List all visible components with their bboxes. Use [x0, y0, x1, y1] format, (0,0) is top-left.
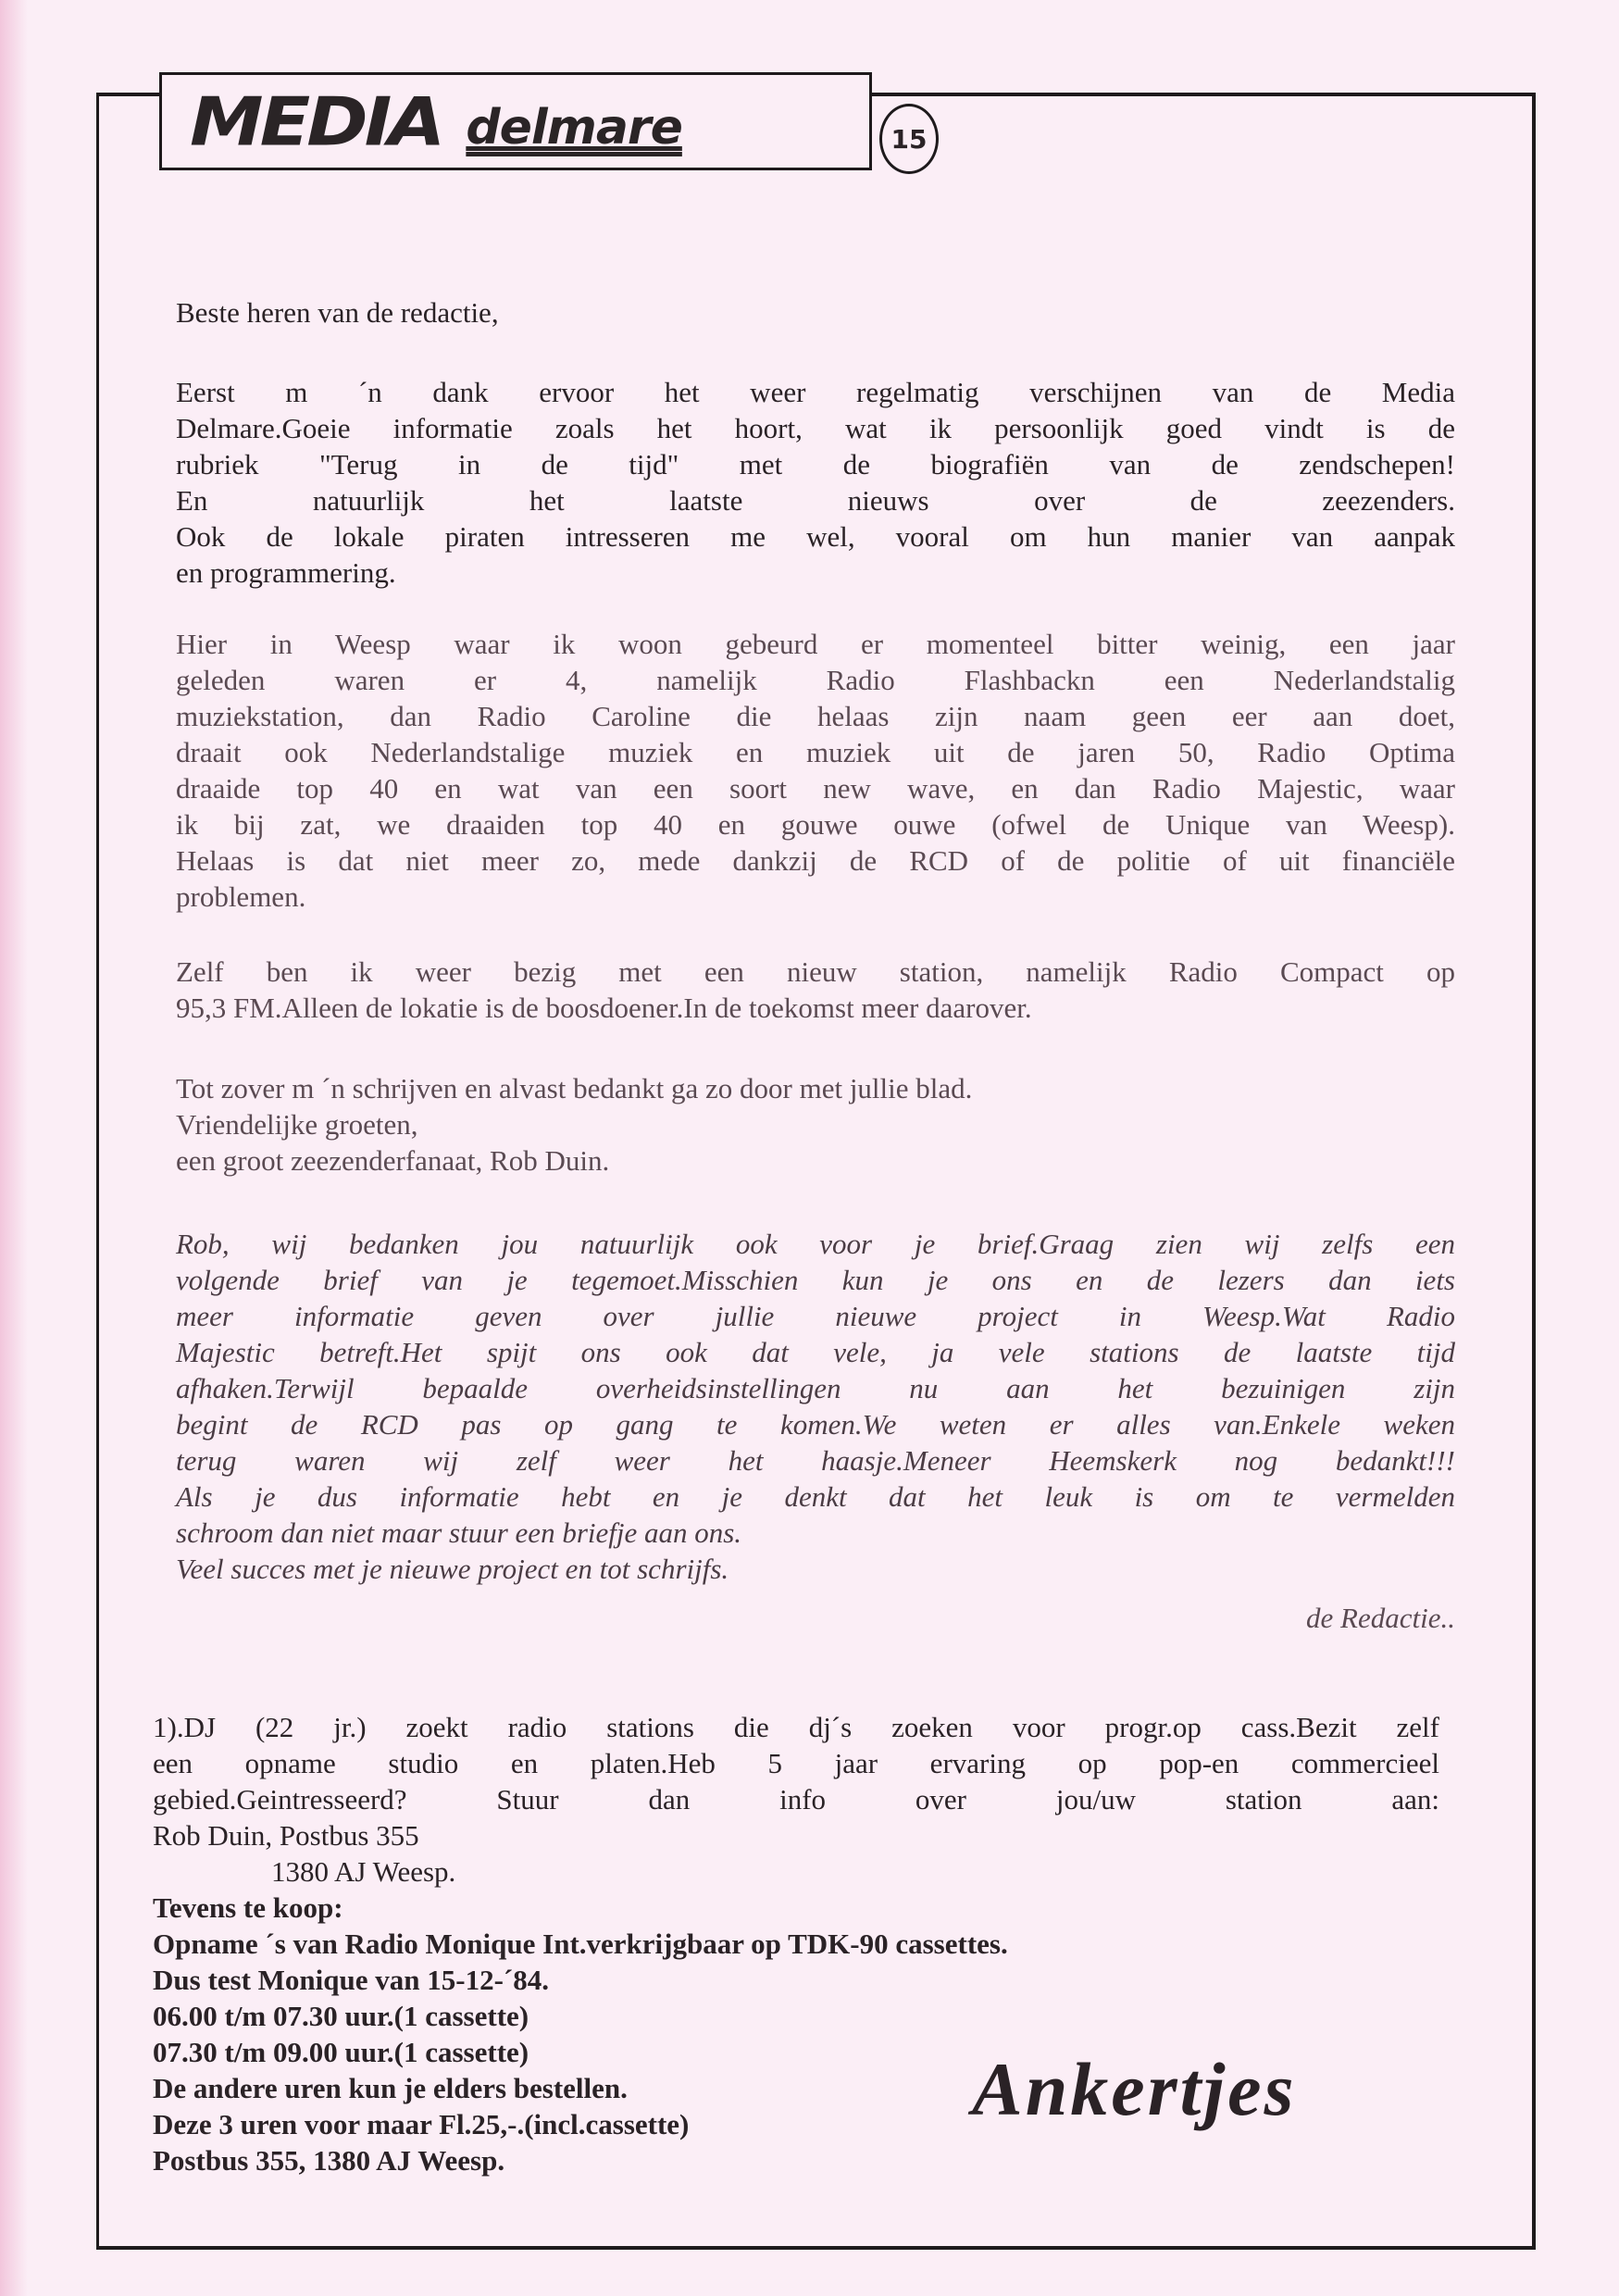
text-line: Rob, wij bedanken jou natuurlijk ook voor je brief.Graag zien wij zelfs een [176, 1228, 1455, 1260]
letter-paragraph [176, 954, 1455, 1026]
text-line: problemen. [176, 880, 306, 913]
text-line: Tot zover m ´n schrijven en alvast bedankt ga zo door met jullie blad. [176, 1072, 973, 1104]
text-line: Eerst m ´n dank ervoor het weer regelmatig verschijnen van de Media [176, 376, 1455, 408]
text-line: Als je dus informatie hebt en je denkt dat het leuk is om te vermelden [176, 1480, 1455, 1513]
logo-delmare: delmare [466, 100, 682, 156]
reply-signoff: de Redactie.. [1306, 1602, 1455, 1634]
text-line: Vriendelijke groeten, [176, 1108, 418, 1141]
text-line: afhaken.Terwijl bepaalde overheidsinstellingen nu aan het bezuinigen zijn [176, 1372, 1455, 1404]
text-line: Hier in Weesp waar ik woon gebeurd er momenteel bitter weinig, een jaar [176, 628, 1455, 660]
text-line: en programmering. [176, 556, 396, 589]
ad-line: 1380 AJ Weesp. [271, 1855, 456, 1888]
text-line: Delmare.Goeie informatie zoals het hoort, wat ik persoonlijk goed vindt is de [176, 412, 1455, 444]
text-line: terug waren wij zelf weer het haasje.Meneer Heemskerk nog bedankt!!! [176, 1444, 1455, 1477]
page-edge [0, 0, 28, 2296]
ad-line: De andere uren kun je elders bestellen. [153, 2072, 628, 2104]
text-line: rubriek "Terug in de tijd" met de biografiën van de zendschepen! [176, 448, 1455, 480]
ad-line: Deze 3 uren voor maar Fl.25,-.(incl.cassette) [153, 2108, 690, 2140]
text-line: Beste heren van de redactie, [176, 296, 499, 329]
text-line: draait ook Nederlandstalige muziek en muziek uit de jaren 50, Radio Optima [176, 736, 1455, 768]
text-line: Majestic betreft.Het spijt ons ook dat vele, ja vele stations de laatste tijd [176, 1336, 1455, 1368]
text-line: Veel succes met je nieuwe project en tot schrijfs. [176, 1553, 729, 1585]
text-line: begint de RCD pas op gang te komen.We weten er alles van.Enkele weken [176, 1408, 1455, 1441]
text-line: geleden waren er 4, namelijk Radio Flashbackn een Nederlandstalig [176, 664, 1455, 696]
ad-line: 06.00 t/m 07.30 uur.(1 cassette) [153, 2000, 529, 2032]
text-line: ik bij zat, we draaiden top 40 en gouwe ouwe (ofwel de Unique van Weesp). [176, 808, 1455, 841]
ad-line: Rob Duin, Postbus 355 [153, 1819, 419, 1852]
logo-media: MEDIA [190, 82, 442, 160]
text-line: 95,3 FM.Alleen de lokatie is de boosdoener.In de toekomst meer daarover. [176, 992, 1032, 1024]
text-line: Helaas is dat niet meer zo, mede dankzij de RCD of de politie of uit financiële [176, 844, 1455, 877]
text-line: draaide top 40 en wat van een soort new wave, en dan Radio Majestic, waar [176, 772, 1455, 805]
masthead [159, 72, 872, 170]
ad-line: Dus test Monique van 15-12-´84. [153, 1964, 549, 1996]
text-line: En natuurlijk het laatste nieuws over de zeezenders. [176, 484, 1455, 517]
text-line: Ook de lokale piraten intresseren me wel, vooral om hun manier van aanpak [176, 520, 1455, 553]
text-line: schroom dan niet maar stuur een briefje aan ons. [176, 1516, 742, 1549]
letter-paragraph [176, 1070, 1455, 1179]
letter-paragraph [176, 626, 1455, 915]
text-line: een groot zeezenderfanaat, Rob Duin. [176, 1144, 610, 1177]
text-line: Zelf ben ik weer bezig met een nieuw station, namelijk Radio Compact op [176, 955, 1455, 988]
reply-paragraph [176, 1226, 1455, 1587]
page-number: 15 [879, 104, 939, 174]
ad-line: 1).DJ (22 jr.) zoekt radio stations die dj´s zoeken voor progr.op cass.Bezit zelf [153, 1711, 1439, 1743]
ad-line: Postbus 355, 1380 AJ Weesp. [153, 2144, 505, 2177]
ad-line: gebied.Geintresseerd? Stuur dan info over jou/uw station aan: [153, 1783, 1439, 1816]
text-line: meer informatie geven over jullie nieuwe project in Weesp.Wat Radio [176, 1300, 1455, 1332]
ad-line: Opname ´s van Radio Monique Int.verkrijgbaar op TDK-90 cassettes. [153, 1928, 1008, 1960]
text-line: muziekstation, dan Radio Caroline die helaas zijn naam geen eer aan doet, [176, 700, 1455, 732]
letter-paragraph [176, 374, 1455, 591]
ads-subheading: Tevens te koop: [153, 1891, 343, 1924]
salutation [176, 294, 1455, 331]
ad-line: 07.30 t/m 09.00 uur.(1 cassette) [153, 2036, 529, 2068]
ad-line: een opname studio en platen.Heb 5 jaar ervaring op pop-en commercieel [153, 1747, 1439, 1779]
text-line: volgende brief van je tegemoet.Misschien kun je ons en de lezers dan iets [176, 1264, 1455, 1296]
section-title-ankertjes: Ankertjes [972, 2047, 1297, 2131]
